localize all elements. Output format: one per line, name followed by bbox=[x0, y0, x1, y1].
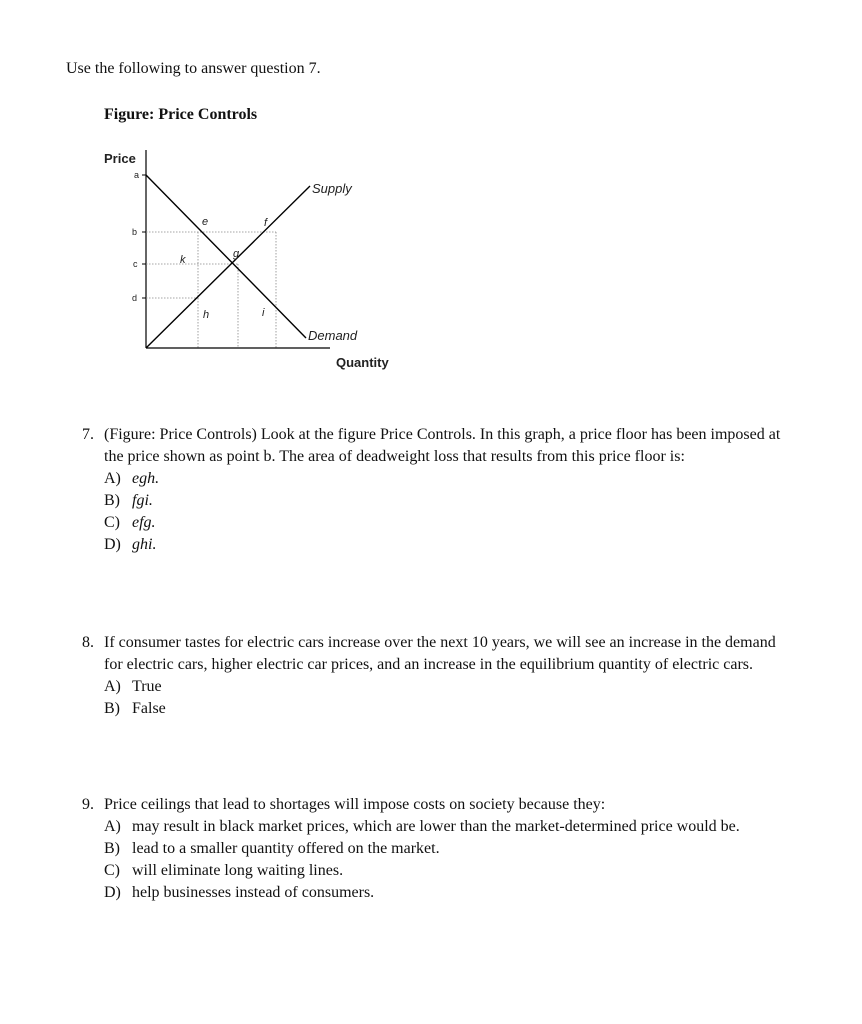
option-a: A) True bbox=[104, 678, 162, 695]
question-number: 7. bbox=[82, 426, 94, 443]
price-tick-b: b bbox=[132, 227, 138, 237]
intro-text: Use the following to answer question 7. bbox=[66, 60, 321, 77]
supply-curve bbox=[146, 186, 310, 348]
point-k: k bbox=[180, 254, 186, 266]
supply-label: Supply bbox=[312, 181, 352, 196]
demand-label: Demand bbox=[308, 328, 358, 343]
price-tick-a: a bbox=[134, 170, 140, 180]
point-h: h bbox=[203, 309, 210, 321]
price-tick-c: c bbox=[133, 259, 138, 269]
question-stem: Price ceilings that lead to shortages will impose costs on society because they: bbox=[104, 796, 606, 813]
point-i: i bbox=[262, 307, 265, 319]
question-stem: If consumer tastes for electric cars increase over the next 10 years, we will see an increase in the demand for electric cars, higher electric car prices, and an increase in the equilibrium quantity of electric cars. bbox=[104, 634, 776, 673]
question-number: 8. bbox=[82, 634, 94, 651]
x-axis-label: Quantity bbox=[336, 355, 389, 370]
question-7 bbox=[82, 424, 782, 556]
price-controls-graph bbox=[0, 0, 862, 400]
question-stem: (Figure: Price Controls) Look at the figure Price Controls. In this graph, a price floor has been imposed at the price shown as point b. The area of deadweight loss that results from this price floor is: bbox=[104, 426, 781, 465]
option-c: C) efg. bbox=[104, 514, 156, 531]
option-d: D) ghi. bbox=[104, 536, 157, 553]
option-b: B) lead to a smaller quantity offered on the market. bbox=[104, 840, 440, 857]
point-f: f bbox=[264, 217, 268, 229]
option-a: A) may result in black market prices, which are lower than the market-determined price would be. bbox=[104, 818, 740, 835]
question-number: 9. bbox=[82, 796, 94, 813]
price-tick-d: d bbox=[132, 293, 138, 303]
option-b: B) fgi. bbox=[104, 492, 153, 509]
option-a: A) egh. bbox=[104, 470, 160, 487]
point-e: e bbox=[202, 216, 209, 228]
demand-curve bbox=[146, 175, 306, 338]
point-g: g bbox=[233, 248, 240, 260]
option-c: C) will eliminate long waiting lines. bbox=[104, 862, 344, 879]
y-axis-label: Price bbox=[104, 151, 136, 166]
option-d: D) help businesses instead of consumers. bbox=[104, 884, 375, 901]
figure-title: Figure: Price Controls bbox=[104, 106, 258, 123]
question-9 bbox=[82, 794, 782, 904]
question-8 bbox=[82, 632, 782, 720]
option-b: B) False bbox=[104, 700, 166, 717]
